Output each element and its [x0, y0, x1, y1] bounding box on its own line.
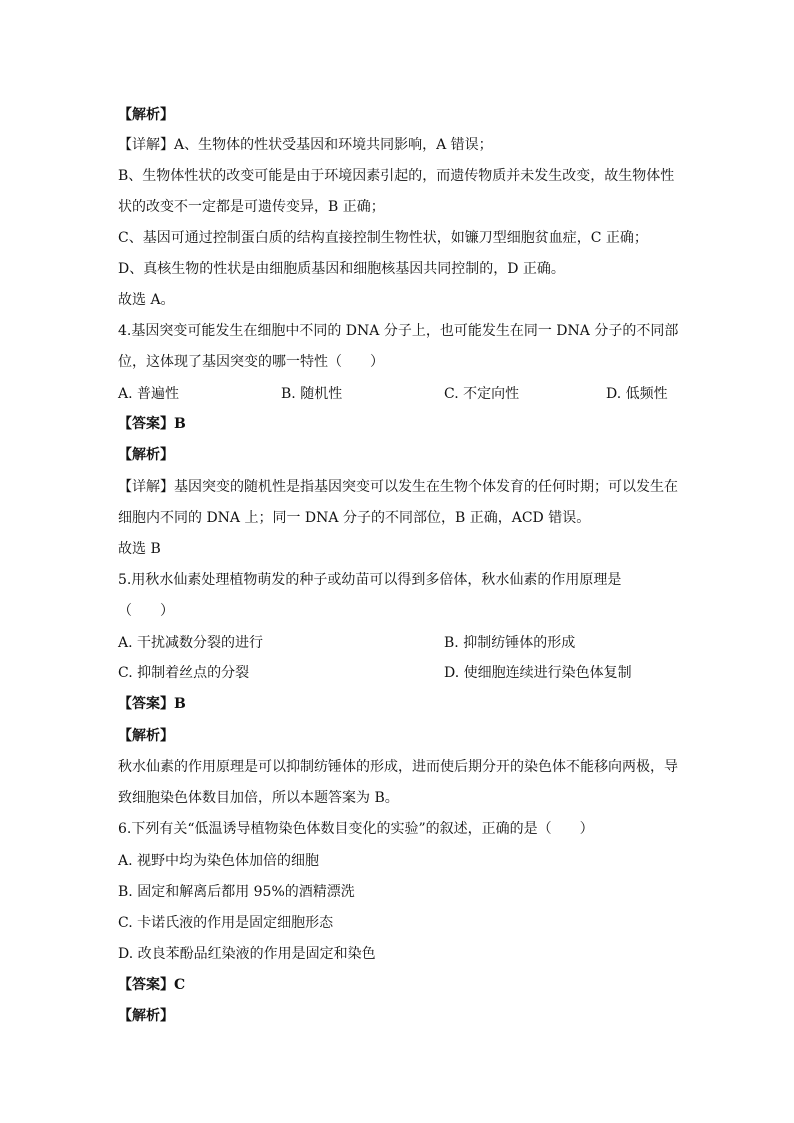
q4-detail-line1: 【详解】基因突变的随机性是指基因突变可以发生在生物个体发育的任何时期；可以发生在 [118, 479, 678, 495]
q3-b-line2: 状的改变不一定都是可遗传变异，B 正确； [118, 199, 385, 215]
q5-option-d: D. 使细胞连续进行染色体复制 [444, 665, 632, 681]
q5-detail-line2: 致细胞染色体数目加倍，所以本题答案为 B。 [118, 790, 399, 806]
q4-conclusion: 故选 B [118, 541, 161, 557]
q3-c-line: C、基因可通过控制蛋白质的结构直接控制生物性状，如镰刀型细胞贫血症，C 正确； [118, 230, 648, 246]
q6-option-b: B. 固定和解离后都用 95%的酒精漂洗 [118, 884, 355, 900]
q4-answer: 【答案】B [118, 416, 186, 432]
q5-answer: 【答案】B [118, 696, 186, 712]
q4-stem-line2: 位，这体现了基因突变的哪一特性（ ） [118, 354, 384, 370]
q4-option-b: B. 随机性 [281, 386, 343, 402]
q3-conclusion: 故选 A。 [118, 292, 175, 308]
q6-option-a: A. 视野中均为染色体加倍的细胞 [118, 853, 320, 869]
q5-analysis-label: 【解析】 [118, 728, 174, 744]
q5-detail-line1: 秋水仙素的作用原理是可以抑制纺锤体的形成，进而使后期分开的染色体不能移向两极，导 [118, 759, 678, 775]
q3-b-line1: B、生物体性状的改变可能是由于环境因素引起的，而遗传物质并未发生改变，故生物体性 [118, 168, 675, 184]
q4-option-c: C. 不定向性 [444, 386, 520, 402]
q5-option-b: B. 抑制纺锤体的形成 [444, 635, 576, 651]
q6-answer: 【答案】C [118, 977, 186, 993]
q4-option-d: D. 低频性 [606, 386, 668, 402]
q6-option-d: D. 改良苯酚品红染液的作用是固定和染色 [118, 946, 376, 962]
q6-option-c: C. 卡诺氏液的作用是固定细胞形态 [118, 915, 334, 931]
q4-option-a: A. 普遍性 [118, 386, 180, 402]
q6-stem: 6.下列有关“低温诱导植物染色体数目变化的实验”的叙述，正确的是（ ） [118, 821, 594, 837]
q5-option-c: C. 抑制着丝点的分裂 [118, 665, 250, 681]
q5-stem-line1: 5.用秋水仙素处理植物萌发的种子或幼苗可以得到多倍体，秋水仙素的作用原理是 [118, 572, 622, 588]
q4-stem-line1: 4.基因突变可能发生在细胞中不同的 DNA 分子上，也可能发生在同一 DNA 分子的不同部 [118, 323, 679, 339]
q4-detail-line2: 细胞内不同的 DNA 上；同一 DNA 分子的不同部位，B 正确，ACD 错误。 [118, 510, 591, 526]
q6-analysis-label: 【解析】 [118, 1008, 174, 1024]
q3-d-line: D、真核生物的性状是由细胞质基因和细胞核基因共同控制的，D 正确。 [118, 261, 565, 277]
q3-detail: 【详解】A、生物体的性状受基因和环境共同影响，A 错误； [118, 137, 493, 153]
q5-stem-line2: （ ） [118, 603, 174, 619]
q4-analysis-label: 【解析】 [118, 447, 174, 463]
q5-option-a: A. 干扰减数分裂的进行 [118, 635, 264, 651]
q3-analysis-label: 【解析】 [118, 107, 174, 123]
